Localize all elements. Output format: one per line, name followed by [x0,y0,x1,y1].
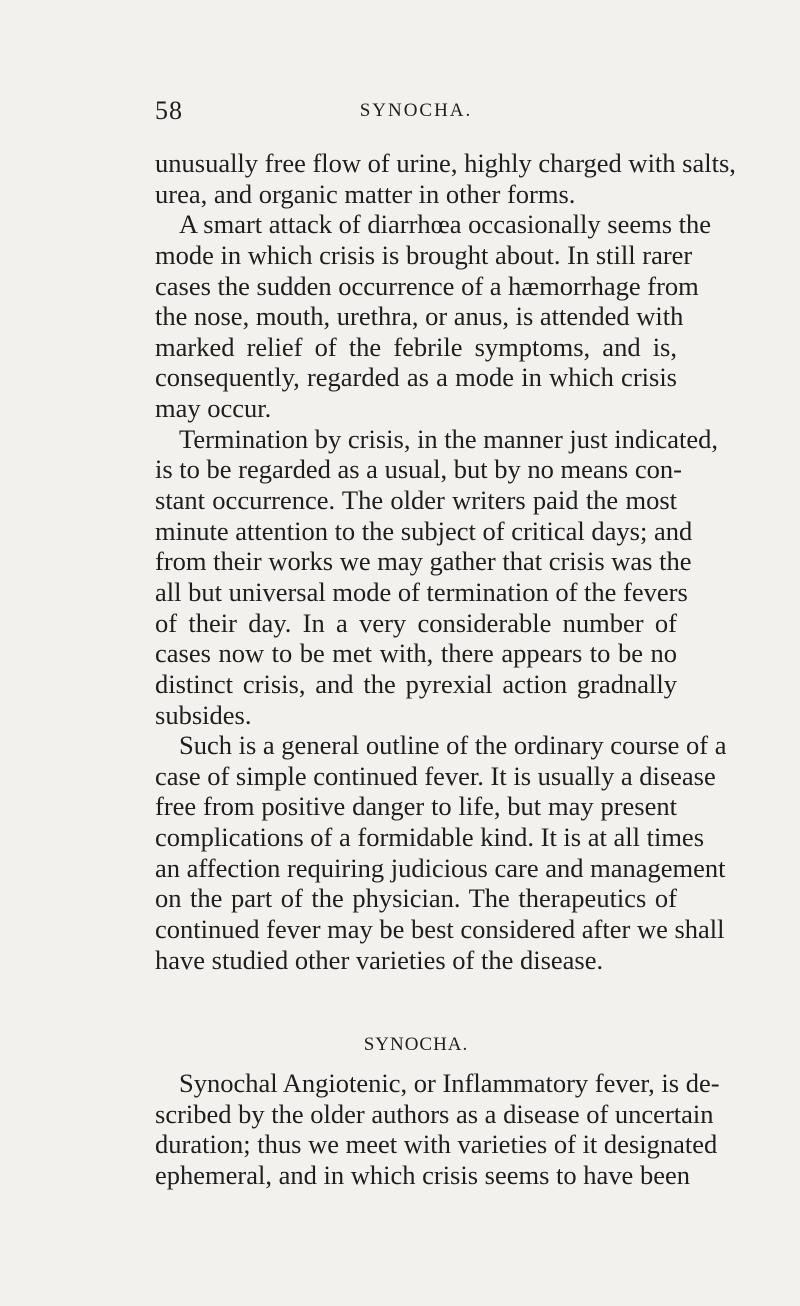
running-head [155,96,677,136]
text-line: unusually free flow of urine, highly charged with salts, [155,148,736,178]
text-line: of their day. In a very considerable number of [155,607,677,638]
text-line: have studied other varieties of the disease. [155,944,604,975]
text-line: consequently, regarded as a mode in which crisis [155,362,677,393]
text-line: scribed by the older authors as a disease of uncertain [155,1098,714,1129]
page-number: 58 [155,96,183,125]
section-text [155,1068,720,1191]
text-line: cases the sudden occurrence of a hæmorrhage from [155,270,699,301]
text-line: complications of a formidable kind. It is at all times [155,822,705,853]
section-heading: SYNOCHA. [363,1034,469,1055]
text-line: may occur. [155,393,272,424]
text-line: subsides. [155,699,252,730]
running-title: SYNOCHA. [359,100,473,121]
text-line: an affection requiring judicious care and management [155,852,726,883]
text-line: from their works we may gather that crisis was the [155,546,692,577]
text-line: free from positive danger to life, but may present [155,791,677,822]
text-line: minute attention to the subject of critical days; and [155,515,693,546]
text-line: Such is a general outline of the ordinary course of a [179,730,727,761]
text-line: mode in which crisis is brought about. In still rarer [155,239,693,270]
text-line: continued fever may be best considered after we shall [155,914,725,945]
text-line: marked relief of the febrile symptoms, and is, [155,331,677,362]
text-line: cases now to be met with, there appears to be no [155,638,677,669]
text-line: urea, and organic matter in other forms. [155,178,576,209]
text-line: distinct crisis, and the pyrexial action gradnally [155,668,677,699]
text-line: on the part of the physician. The therapeutics of [155,883,677,914]
text-line: A smart attack of diarrhœa occasionally seems the [179,209,712,240]
text-line: all but universal mode of termination of the fevers [155,576,688,607]
text-line: the nose, mouth, urethra, or anus, is attended with [155,301,684,332]
text-line: Synochal Angiotenic, or Inflammatory fever, is de- [179,1068,720,1098]
text-line: case of simple continued fever. It is usually a disease [155,760,716,791]
text-line: ephemeral, and in which crisis seems to have been [155,1159,690,1190]
text-line: stant occurrence. The older writers paid the most [155,485,677,516]
text-line: duration; thus we meet with varieties of it designated [155,1129,718,1160]
text-line: is to be regarded as a usual, but by no means con- [155,454,682,485]
text-line: Termination by crisis, in the manner just indicated, [179,423,719,454]
body-text [155,148,736,975]
